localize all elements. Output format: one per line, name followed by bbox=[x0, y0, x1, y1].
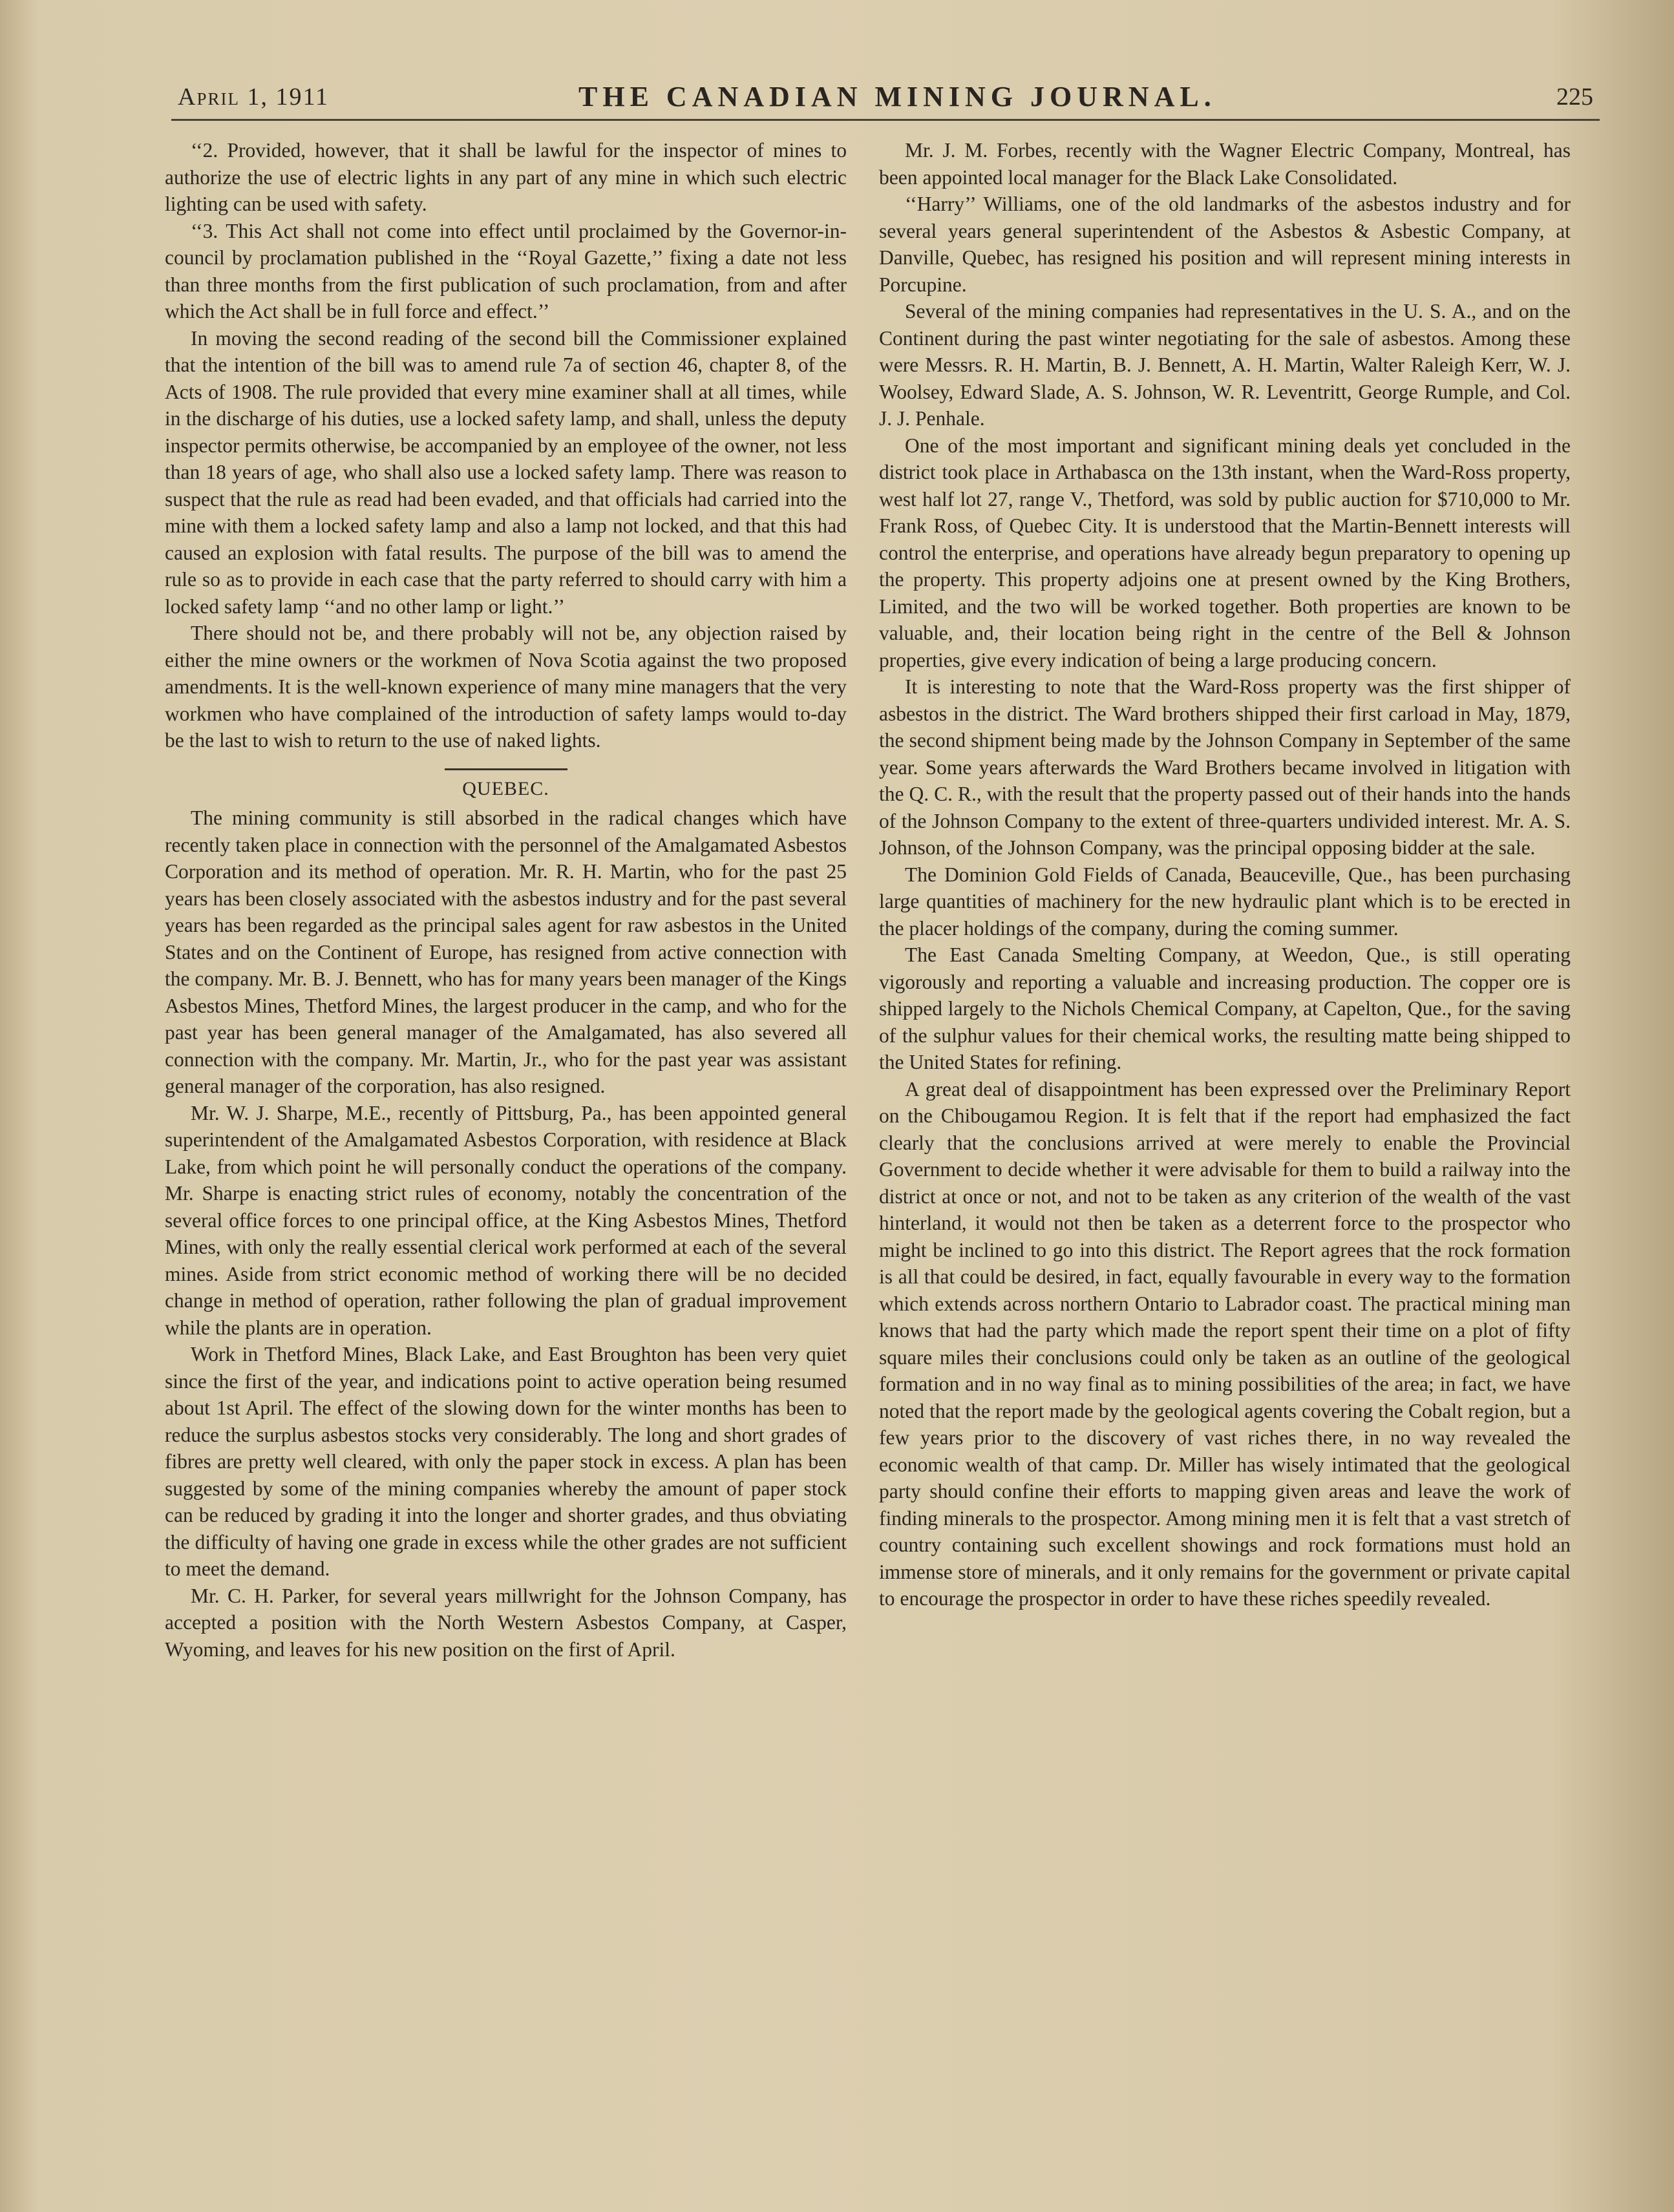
paragraph: It is interesting to note that the Ward-Ross property was the first shipper of asbestos in the district. The Ward brothers shipped their first carload in May, 1879, the second shipment being made by the Johnson Company in September of the same year. Some years afterwards the Ward Brothers became involved in litigation with the Q. C. R., with the result that the property passed out of their hands into the hands of the Johnson Company to the extent of three-quarters undivided interest. Mr. A. S. Johnson, of the Johnson Company, was the principal opposing bidder at the sale. bbox=[879, 675, 1571, 859]
journal-title: THE CANADIAN MINING JOURNAL. bbox=[578, 81, 1216, 112]
header-rule bbox=[171, 119, 1600, 121]
paragraph: ‘‘3. This Act shall not come into effect until proclaimed by the Governor-in-council by proclamation published in the ‘‘Royal Gazette,’’ fixing a date not less than three months from the first publication of such proclamation, from and after which the Act shall be in full force and effect.’’ bbox=[165, 219, 847, 322]
issue-date: April 1, 1911 bbox=[178, 83, 330, 111]
paragraph: ‘‘2. Provided, however, that it shall be lawful for the inspector of mines to authorize the use of electric lights in any part of any mine in which such electric lighting can be used with safety. bbox=[165, 139, 847, 215]
page-header bbox=[178, 76, 1593, 115]
paragraph: In moving the second reading of the second bill the Commissioner explained that the intention of the bill was to amend rule 7a of section 46, chapter 8, of the Acts of 1908. The rule provided that every mine examiner shall at all times, while in the discharge of his duties, use a locked safety lamp, and shall, unless the deputy inspector permits otherwise, be accompanied by an employee of the owner, not less than 18 years of age, who shall also use a locked safety lamp. There was reason to suspect that the rule as read had been evaded, and that officials had carried into the mine with them a locked safety lamp and also a lamp not locked, and that this had caused an explosion with fatal results. The purpose of the bill was to amend the rule so as to provide in each case that the party referred to should carry with him a locked safety lamp ‘‘and no other lamp or light.’’ bbox=[165, 326, 847, 618]
left-column bbox=[165, 137, 847, 1663]
paragraph: There should not be, and there probably will not be, any objection raised by either the mine owners or the workmen of Nova Scotia against the two proposed amendments. It is the well-known experience of many mine managers that the very workmen who have complained of the introduction of safety lamps would to-day be the last to wish to return to the use of naked lights. bbox=[165, 622, 847, 752]
section-divider bbox=[445, 768, 567, 770]
paragraph: The Dominion Gold Fields of Canada, Beauceville, Que., has been purchasing large quantities of machinery for the new hydraulic plant which is to be erected in the placer holdings of the company, during the coming summer. bbox=[879, 863, 1571, 940]
paragraph: One of the most important and significant mining deals yet concluded in the district took place in Arthabasca on the 13th instant, when the Ward-Ross property, west half lot 27, range V., Thetford, was sold by public auction for $710,000 to Mr. Frank Ross, of Quebec City. It is understood that the Martin-Bennett interests will control the enterprise, and operations have already begun preparatory to opening up the property. This property adjoins one at present owned by the King Brothers, Limited, and the two will be worked together. Both properties are known to be valuable, and, their location being right in the centre of the Bell & Johnson properties, give every indication of being a large producing concern. bbox=[879, 434, 1571, 671]
paragraph: Mr. W. J. Sharpe, M.E., recently of Pittsburg, Pa., has been appointed general superintendent of the Amalgamated Asbestos Corporation, with residence at Black Lake, from which point he will personally conduct the operations of the company. Mr. Sharpe is enacting strict rules of economy, notably the concentration of the several office forces to one principal office, at the King Asbestos Mines, Thetford Mines, with only the really essential clerical work performed at each of the several mines. Aside from strict economic method of working there will be no decided change in method of operation, rather following the plan of gradual improvement while the plants are in operation. bbox=[165, 1101, 847, 1339]
paragraph: A great deal of disappointment has been expressed over the Preliminary Report on the Chibougamou Region. It is felt that if the report had emphasized the fact clearly that the conclusions arrived at were merely to enable the Provincial Government to decide whether it were advisable for them to build a railway into the district at once or not, and not to be taken as any criterion of the wealth of the vast hinterland, it would not then be taken as a deterrent force to the prospector who might be inclined to go into this district. The Report agrees that the rock formation is all that could be desired, in fact, equally favourable in every way to the formation which extends across northern Ontario to Labrador coast. The practical mining man knows that had the party which made the report spent their time on a plot of fifty square miles their conclusions could only be taken as an outline of the geological formation and in no way final as to mining possibilities of the area; in fact, we have noted that the report made by the geological agents covering the Cobalt region, but a few years prior to the discovery of vast riches there, in no way revealed the economic wealth of that camp. Dr. Miller has wisely intimated that the geological party should confine their efforts to mapping given areas and leave the work of finding minerals to the prospector. Among mining men it is felt that a vast stretch of country containing such excellent showings and rock formations must hold an immense store of minerals, and it only remains for the government or private capital to encourage the prospector in order to have these riches speedily revealed. bbox=[879, 1077, 1571, 1610]
section-heading-quebec: QUEBEC. bbox=[462, 777, 549, 799]
paragraph: Mr. C. H. Parker, for several years millwright for the Johnson Company, has accepted a position with the North Western Asbestos Company, at Casper, Wyoming, and leaves for his new position on the first of April. bbox=[165, 1584, 847, 1661]
paragraph: The East Canada Smelting Company, at Weedon, Que., is still operating vigorously and reporting a valuable and increasing production. The copper ore is shipped largely to the Nichols Chemical Company, at Capelton, Que., for the saving of the sulphur values for their chemical works, the resulting matte being shipped to the United States for refining. bbox=[879, 943, 1571, 1073]
paragraph: Work in Thetford Mines, Black Lake, and East Broughton has been very quiet since the first of the year, and indications point to active operation being resumed about 1st April. The effect of the slowing down for the winter months has been to reduce the surplus asbestos stocks very considerably. The long and short grades of fibres are pretty well cleared, with only the paper stock in excess. A plan has been suggested by some of the mining companies whereby the amount of paper stock can be reduced by grading it into the longer and shorter grades, and thus obviating the difficulty of having one grade in excess while the other grades are not sufficient to meet the demand. bbox=[165, 1343, 847, 1580]
right-column bbox=[879, 137, 1571, 1612]
paragraph: The mining community is still absorbed in the radical changes which have recently taken place in connection with the personnel of the Amalgamated Asbestos Corporation and its method of operation. Mr. R. H. Martin, who for the past 25 years has been closely associated with the asbestos industry and for the past several years has been regarded as the principal sales agent for raw asbestos in the United States and on the Continent of Europe, has resigned from active connection with the company. Mr. B. J. Bennett, who has for many years been manager of the Kings Asbestos Mines, Thetford Mines, the largest producer in the camp, and who for the past year has been general manager of the Amalgamated, has also severed all connection with the company. Mr. Martin, Jr., who for the past year was assistant general manager of the corporation, has also resigned. bbox=[165, 806, 847, 1097]
paragraph: Mr. J. M. Forbes, recently with the Wagner Electric Company, Montreal, has been appointed local manager for the Black Lake Consolidated. bbox=[879, 139, 1571, 189]
paragraph: Several of the mining companies had representatives in the U. S. A., and on the Continent during the past winter negotiating for the sale of asbestos. Among these were Messrs. R. H. Martin, B. J. Bennett, A. H. Martin, Walter Raleigh Kerr, W. J. Woolsey, Edward Slade, A. S. Johnson, W. R. Leventritt, George Rumple, and Col. J. J. Penhale. bbox=[879, 300, 1571, 430]
page-number: 225 bbox=[1556, 83, 1593, 111]
paragraph: ‘‘Harry’’ Williams, one of the old landmarks of the asbestos industry and for several years general superintendent of the Asbestos & Asbestic Company, at Danville, Quebec, has resigned his position and will represent mining interests in Porcupine. bbox=[879, 193, 1571, 296]
